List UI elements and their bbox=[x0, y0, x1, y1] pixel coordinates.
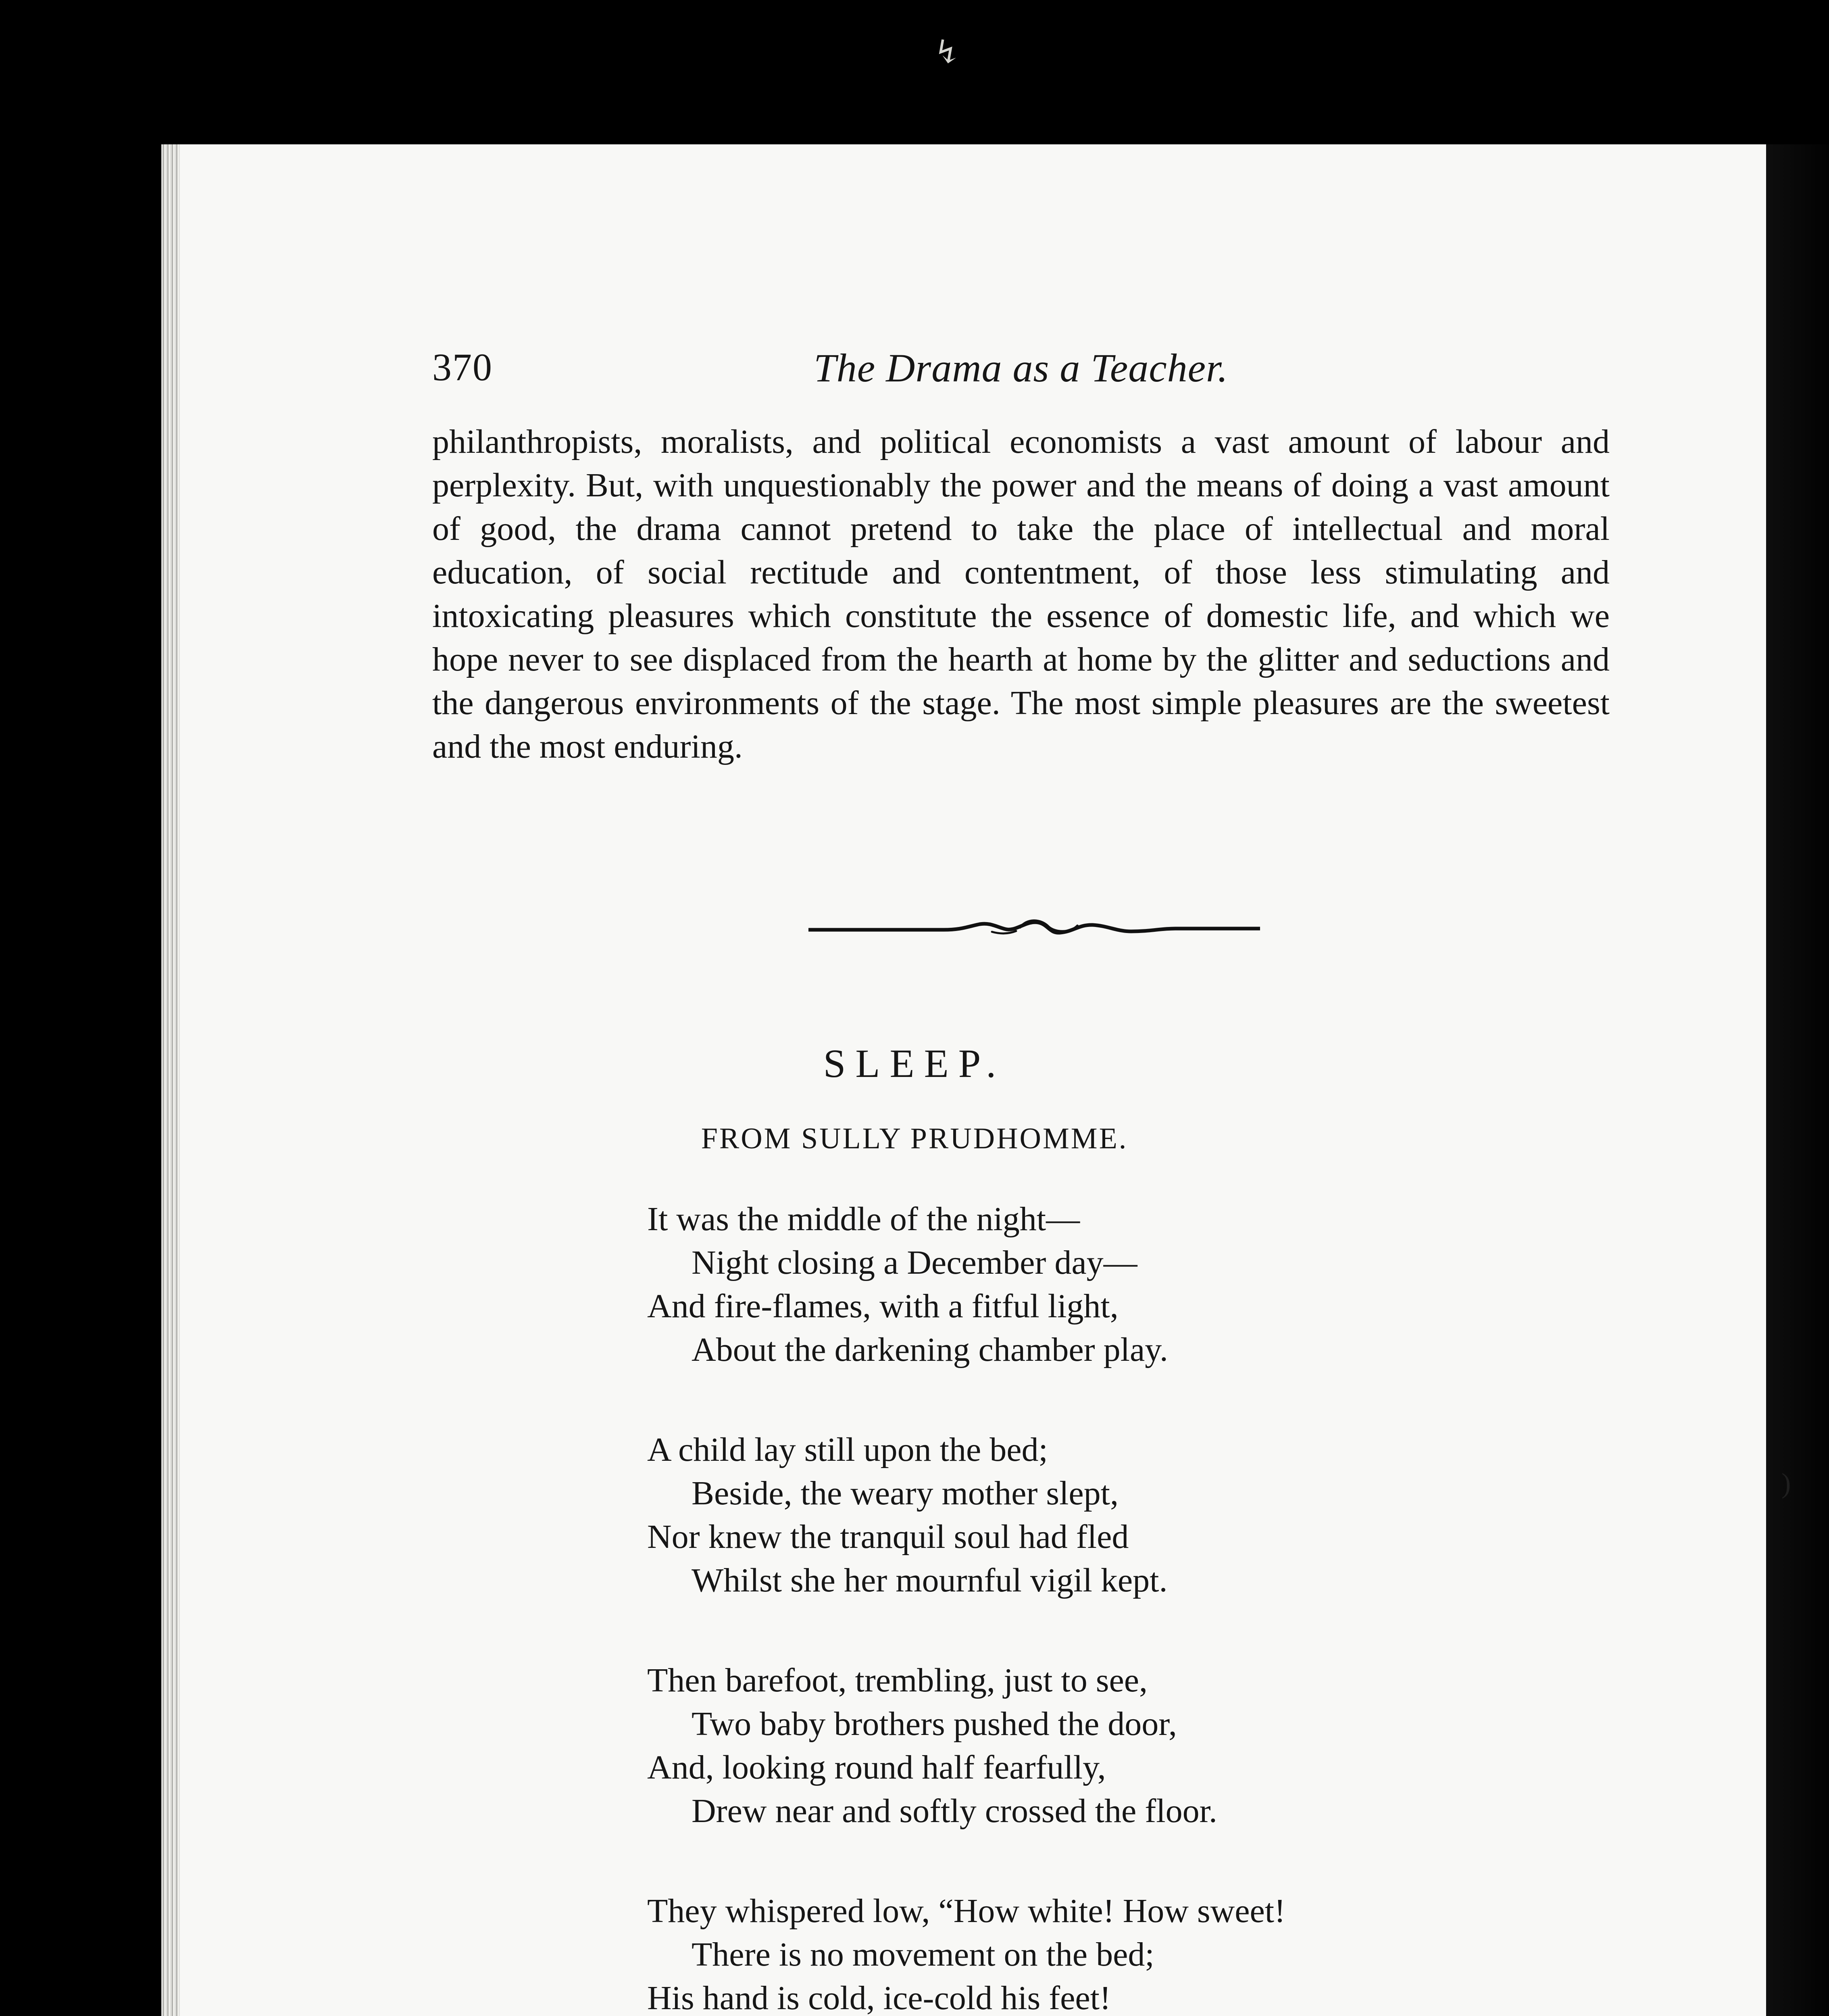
stanza-3 bbox=[647, 1659, 1615, 1833]
poem-title: SLEEP. bbox=[823, 1041, 1006, 1086]
poem-line: Whilst she her mournful vigil kept. bbox=[692, 1562, 1168, 1599]
poem-line: Night closing a December day— bbox=[692, 1244, 1137, 1281]
stanza-4 bbox=[647, 1889, 1615, 2016]
poem-line: Then barefoot, trembling, just to see, bbox=[647, 1662, 1148, 1699]
ornament-divider bbox=[808, 910, 1260, 947]
poem-line: They whispered low, “How white! How sweet! bbox=[647, 1892, 1286, 1930]
poem-line: And fire-flames, with a fitful light, bbox=[647, 1287, 1119, 1325]
poem-line: Drew near and softly crossed the floor. bbox=[692, 1792, 1217, 1830]
poem-body bbox=[647, 1198, 1615, 2016]
poem-line: Nor knew the tranquil soul had fled bbox=[647, 1518, 1129, 1556]
prose-paragraph: philanthropists, moralists, and political economists a vast amount of labour and perplexity. But, with unquestionably the power and the means of doing a vast amount of good, the drama cannot pretend to take the place of intellectual and moral education, of social rectitude and contentment, of those less stimulating and intoxicating pleasures which constitute the essence of domestic life, and which we hope never to see displaced from the hearth at home by the glitter and seductions and the dangerous environments of the stage. The most simple pleasures are the sweetest and the most enduring. bbox=[432, 423, 1610, 765]
page-number: 370 bbox=[432, 346, 493, 389]
right-margin-mark: ) bbox=[1781, 1468, 1791, 1499]
poem-line: It was the middle of the night— bbox=[647, 1200, 1080, 1238]
poem-line: His hand is cold, ice-cold his feet! bbox=[647, 1979, 1111, 2016]
poem-line: A child lay still upon the bed; bbox=[647, 1431, 1048, 1468]
stanza-2 bbox=[647, 1428, 1615, 1602]
poem-line: There is no movement on the bed; bbox=[692, 1936, 1154, 1973]
poem-line: And, looking round half fearfully, bbox=[647, 1749, 1106, 1786]
poem-line: About the darkening chamber play. bbox=[692, 1331, 1168, 1368]
poem-line: Beside, the weary mother slept, bbox=[692, 1475, 1119, 1512]
prose-section bbox=[432, 420, 1610, 768]
page-header bbox=[432, 345, 1610, 403]
running-head: The Drama as a Teacher. bbox=[814, 346, 1228, 390]
stanza-1 bbox=[647, 1198, 1615, 1372]
top-mark: ↯ bbox=[933, 35, 961, 70]
poem-source: FROM SULLY PRUDHOMME. bbox=[701, 1122, 1128, 1155]
poem-line: Two baby brothers pushed the door, bbox=[692, 1705, 1177, 1743]
